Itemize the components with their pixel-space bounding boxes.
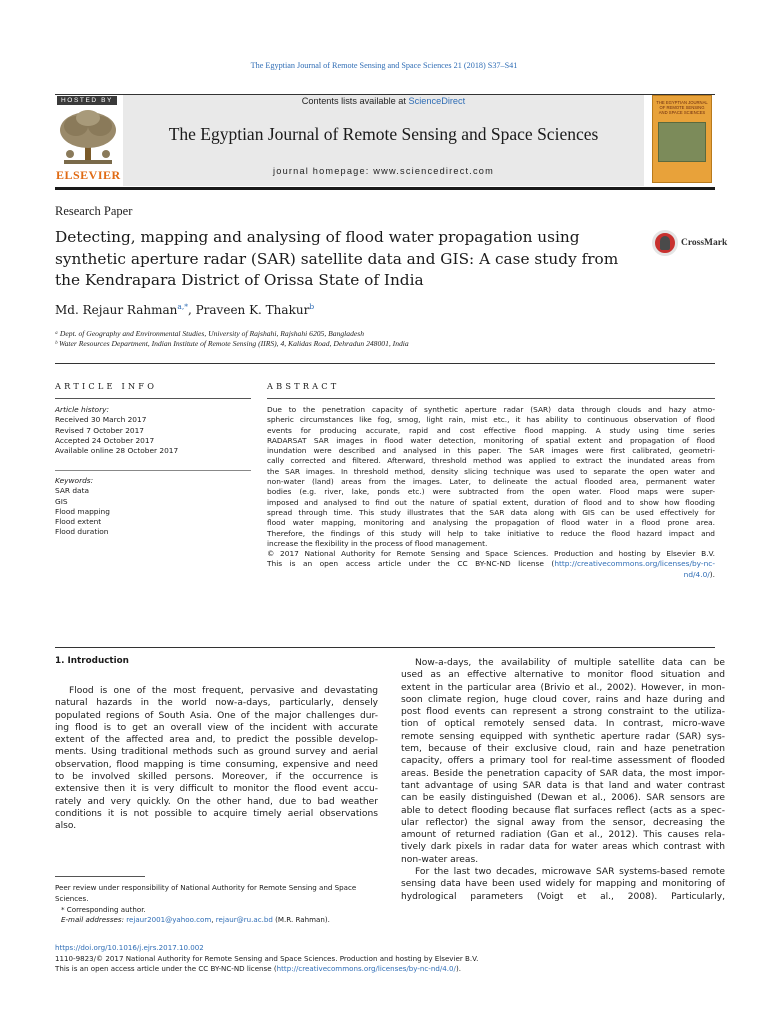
body-line: can be easily distinguished (Dewan et al., 2006). SAR sensors are — [401, 793, 725, 804]
author-name: Md. Rejaur Rahman — [55, 303, 178, 317]
email-link[interactable]: rejaur2001@yahoo.com — [126, 915, 212, 925]
paper-title-line: Detecting, mapping and analysing of flood water propagation using — [55, 228, 580, 246]
abstract-line: spread through time. This study illustrates that the SAR data along with GIS can be used effectively for — [267, 507, 715, 517]
body-line: to be involved skilled persons. Moreover, if the occurrence is — [55, 772, 378, 783]
keywords-label: Keywords: — [55, 476, 94, 485]
license-prefix: This is an open access article under the CC BY-NC-ND license ( — [267, 559, 555, 569]
license-link[interactable]: nd/4.0/ — [683, 569, 710, 579]
body-line: soon climate region, huge cloud cover, rains and haze during and — [401, 694, 725, 705]
paper-title — [55, 227, 645, 292]
author-separator: , — [187, 303, 196, 317]
keyword: Flood mapping — [55, 506, 110, 516]
keywords-rule — [55, 470, 251, 471]
body-line: tem, because of their exclusive cloud, rain and haze penetration — [401, 744, 725, 755]
section-heading: 1. Introduction — [55, 656, 129, 666]
article-info-heading: ARTICLE INFO — [55, 381, 158, 391]
author-list — [55, 302, 314, 317]
intro-right-column — [401, 657, 725, 903]
hosted-by-badge: HOSTED BY — [57, 96, 117, 105]
body-line: ments. Using traditional methods such as ground survey and aerial — [55, 747, 378, 758]
body-line: populated regions of South Asia. One of the major challenges dur- — [55, 710, 378, 721]
email-note — [55, 915, 378, 926]
abstract-line: Therefore, the findings of this study will help to take initiative to reduce the flood hazard impact and — [267, 528, 715, 538]
abstract-line: increase the flexibility in the process of flood management. — [267, 538, 488, 548]
body-line: natural hazards in the world now-a-days, particularly, densely — [55, 698, 378, 709]
abstract-line: imposed and analysed to find out the nature of spatial extent, duration of flood and to show how flooding — [267, 497, 715, 507]
footnotes — [55, 883, 378, 926]
author-affil-marker[interactable]: b — [309, 302, 315, 311]
header-bottom-rule — [55, 187, 715, 190]
keyword: SAR data — [55, 486, 90, 496]
body-line: extent of the affected area and, to predict the possible develop- — [55, 735, 378, 746]
crossmark-bookmark-icon — [660, 236, 670, 250]
body-line: For the last two decades, microwave SAR systems-based remote — [415, 867, 725, 878]
abstract-line: events for producing accurate, rapid and cost effective flood mapping. A study using time series — [267, 425, 715, 435]
email-link[interactable]: rejaur@ru.ac.bd — [215, 915, 273, 925]
email-label: E-mail addresses: — [61, 915, 127, 925]
abstract-line: non-water (land) areas from the images. Later, to delineate the actual flooded area, permanent water — [267, 477, 715, 487]
abstract-line: spheric circumstances like fog, smog, light rain, mist etc., it has ability to continuous observation of flood — [267, 415, 715, 425]
author-name: Praveen K. Thakur — [195, 303, 310, 317]
contents-prefix: Contents lists available at — [301, 96, 409, 106]
peer-review-note: Peer review under responsibility of National Authority for Remote Sensing and Space Sciences. — [55, 883, 357, 903]
issn-line: 1110-9823/© 2017 National Authority for Remote Sensing and Space Sciences. Production and hosting by Elsevier B.V. — [55, 953, 479, 963]
body-line: tant advantage of using SAR data is that land and water contrast — [401, 780, 725, 791]
contents-line — [123, 96, 644, 106]
abstract-end-rule — [55, 647, 715, 648]
body-line: sensing data have been used widely for mapping and monitoring of — [401, 879, 725, 890]
body-line: capacity, offers a primary tool for real-time assessment of flooded — [401, 756, 725, 767]
body-line: non-water areas. — [401, 854, 479, 865]
email-owner: (M.R. Rahman). — [272, 915, 330, 925]
doi-link[interactable]: https://doi.org/10.1016/j.ejrs.2017.10.002 — [55, 943, 204, 952]
bottom-notes — [55, 943, 715, 975]
body-line: amount of returned radiation (Gan et al., 2012). This causes rela- — [401, 830, 725, 841]
abstract-line: bodies (e.g. river, lake, ponds etc.) were subtracted from the open water. Flood maps were super- — [267, 487, 715, 497]
footnote-rule — [55, 876, 145, 877]
license-suffix: ). — [709, 569, 715, 579]
crossmark-label[interactable]: CrossMark — [681, 238, 728, 248]
affiliation: ᵃ Dept. of Geography and Environmental Studies, University of Rajshahi, Rajshahi 6205, Bangladesh — [55, 329, 364, 338]
body-line: ing flood is to get an overall view of the incident with accurate — [55, 722, 378, 733]
abstract-copyright: © 2017 National Authority for Remote Sensing and Space Sciences. Production and hosting by Elsevier B.V. — [267, 549, 715, 559]
history-item: Received 30 March 2017 — [55, 415, 147, 425]
body-line: tively dark pixels in radar data for water areas which contrast with — [401, 842, 725, 853]
body-line: tion of optical remotely sensed data. In contrast, micro-wave — [401, 719, 725, 730]
history-item: Revised 7 October 2017 — [55, 425, 145, 435]
body-line: rately and very quickly. On the other hand, due to bad weather — [55, 796, 378, 807]
article-type: Research Paper — [55, 204, 133, 218]
paper-title-line: synthetic aperture radar (SAR) satellite data and GIS: A case study from — [55, 249, 619, 268]
keyword: GIS — [55, 496, 68, 506]
body-line: remote sensing equipped with synthetic aperture radar (SAR) sys- — [401, 731, 725, 742]
sciencedirect-link[interactable]: ScienceDirect — [408, 96, 466, 106]
body-line: also. — [55, 821, 77, 832]
abstract-rule — [267, 398, 715, 399]
abstract-line: the SAR images. In threshold method, density slicing technique was used to separate the open water and — [267, 466, 715, 476]
history-item: Accepted 24 October 2017 — [55, 435, 155, 445]
abstract-heading: ABSTRACT — [267, 381, 340, 391]
journal-homepage[interactable]: journal homepage: www.sciencedirect.com — [273, 166, 494, 176]
paper-title-line: the Kendrapara District of Orissa State of India — [55, 271, 424, 289]
body-line: areas. Beside the penetration capacity of SAR data, the most impor- — [401, 768, 725, 779]
body-line: Now-a-days, the availability of multiple satellite data can be — [415, 658, 725, 668]
license-suffix: ). — [455, 964, 461, 974]
abstract-license-line — [267, 570, 715, 580]
email-separator: , — [211, 915, 216, 925]
abstract-license-line — [267, 559, 715, 569]
corresponding-author-note: * Corresponding author. — [61, 904, 146, 914]
body-line: observation, flood mapping is time consuming, expensive and need — [55, 759, 378, 770]
body-line: extent in the particular area (Brivio et al., 2002). However, in mon- — [401, 682, 725, 693]
article-history — [55, 405, 251, 456]
body-line: extensive then it is very difficult to monitor the flood event accu- — [55, 784, 378, 795]
author-affil-marker[interactable]: a,* — [177, 302, 188, 311]
body-line: Flood is one of the most frequent, pervasive and devastating — [69, 686, 378, 696]
abstract-line: cally corrected and filtered. Afterward, threshold method was applied to extract the inundated areas from — [267, 456, 715, 466]
history-item: Available online 28 October 2017 — [55, 446, 179, 456]
license-prefix: This is an open access article under the CC BY-NC-ND license ( — [55, 964, 277, 974]
body-line: able to detect flooding because flat surfaces reflect (acts as a spec- — [401, 805, 725, 816]
body-line: conditions it is not possible to acquire timely aerial observations — [55, 808, 378, 819]
article-info-rule — [55, 398, 251, 399]
body-line: hydrological parameters (Voigt et al., 2008). Particularly, — [401, 891, 725, 902]
abstract-line: inundation were described and analysed in this paper. The SAR images were first calibrated, geometri- — [267, 446, 715, 456]
body-line: used as an effective alternative to monitor flood situation and — [401, 670, 725, 681]
body-line: post flood events can represent a strong constraint to the utiliza- — [401, 707, 725, 718]
body-line: ular reflector) the signal away from the sensor, decreasing the — [401, 817, 725, 828]
abstract-body — [267, 405, 715, 580]
license-link[interactable]: http://creativecommons.org/licenses/by-nc- — [554, 559, 715, 569]
journal-title: The Egyptian Journal of Remote Sensing and Space Sciences — [168, 124, 599, 144]
elsevier-wordmark: ELSEVIER — [56, 168, 121, 182]
license-link[interactable]: http://creativecommons.org/licenses/by-nc-nd/4.0/ — [276, 964, 456, 974]
keywords-list — [55, 476, 251, 538]
intro-left-column — [55, 685, 378, 833]
abstract-line: flood water mapping, monitoring and analysing the propagation of flood water in a flood prone area. — [267, 518, 715, 528]
abstract-line: Due to the penetration capacity of synthetic aperture radar (SAR) data through clouds and hazy atmo- — [267, 405, 715, 414]
keyword: Flood duration — [55, 527, 109, 537]
history-label: Article history: — [55, 405, 109, 414]
section-rule — [55, 363, 715, 364]
journal-cover-image — [658, 122, 706, 162]
keyword: Flood extent — [55, 517, 102, 527]
abstract-line: RADARSAT SAR images in flood water detection, monitoring of spatial extent and propagation of flood — [267, 435, 715, 445]
journal-cover-title: THE EGYPTIAN JOURNAL OF REMOTE SENSING AND SPACE SCIENCES — [656, 100, 708, 115]
affiliation: ᵇ Water Resources Department, Indian Institute of Remote Sensing (IIRS), 4, Kalidas Road, Dehradun 248001, India — [55, 339, 409, 348]
journal-reference[interactable]: The Egyptian Journal of Remote Sensing and Space Sciences 21 (2018) S37–S41 — [250, 61, 518, 70]
bottom-license-line — [55, 964, 715, 975]
